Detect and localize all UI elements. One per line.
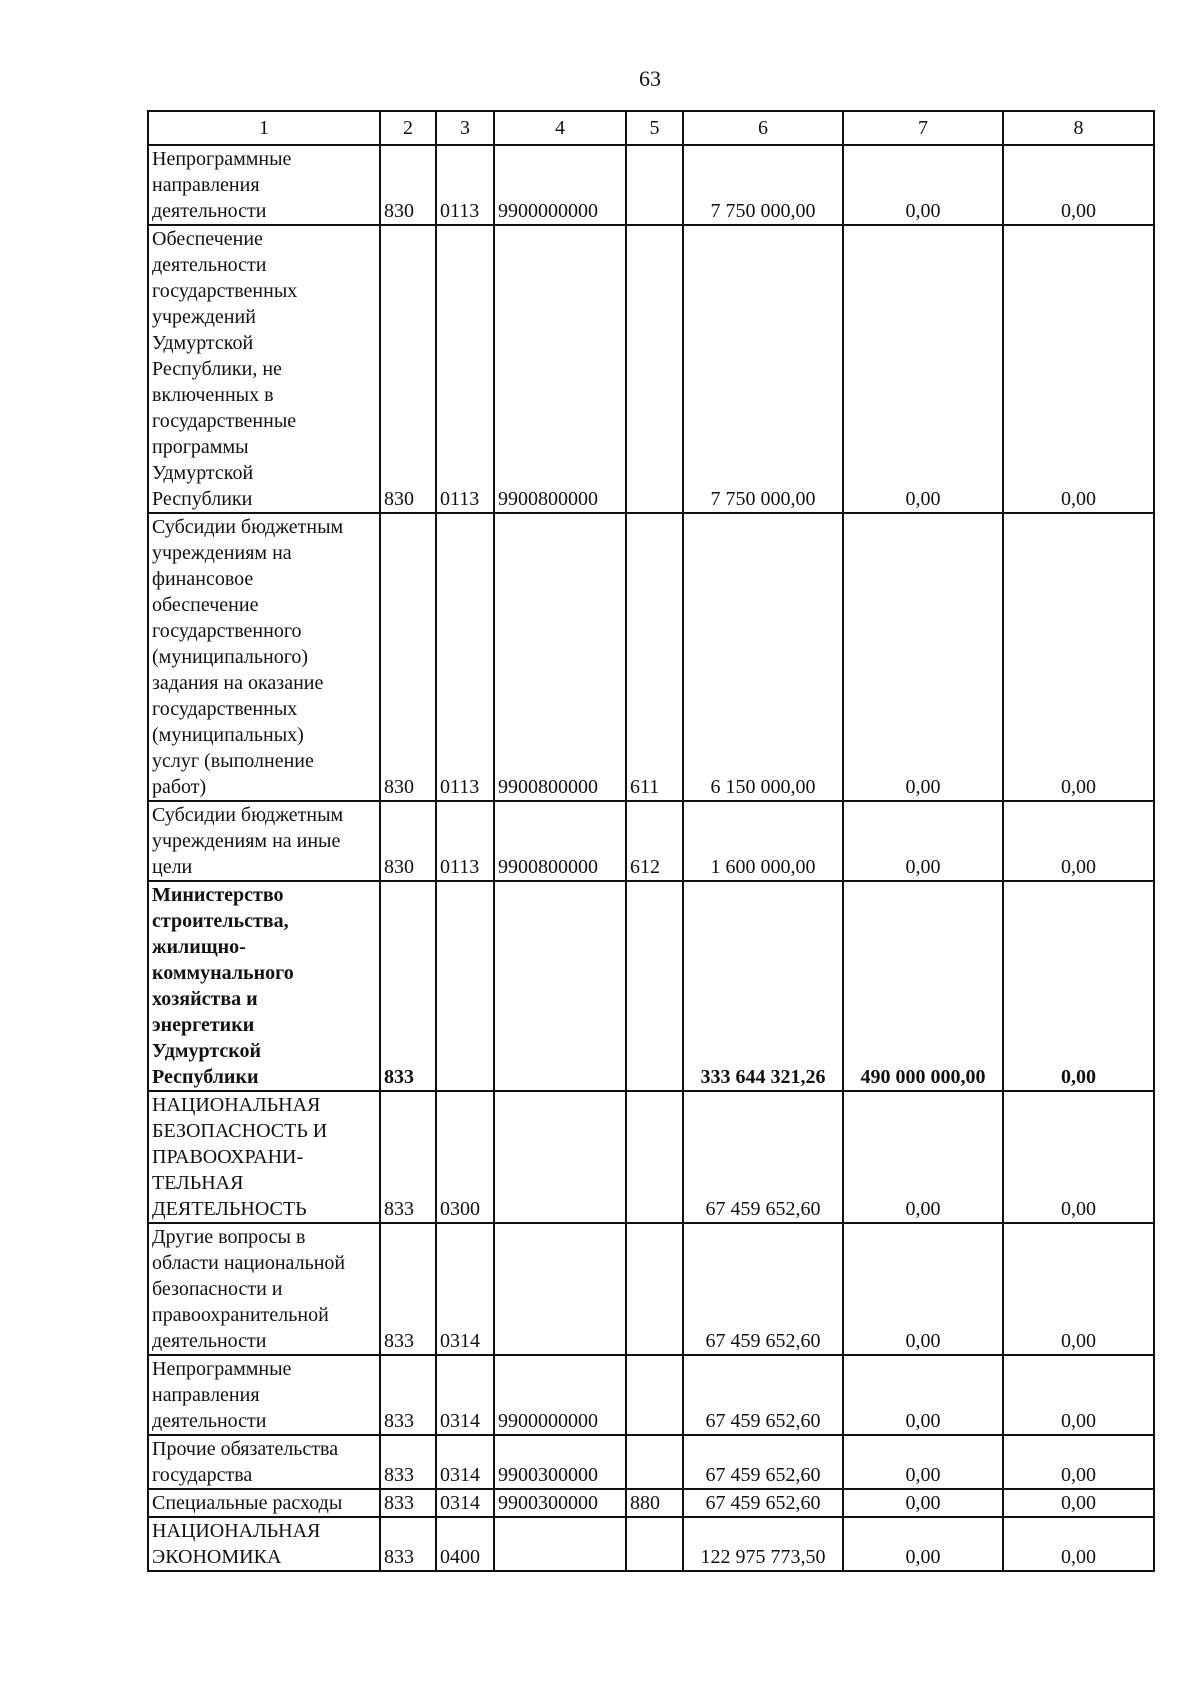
expense-type-cell xyxy=(626,225,683,513)
section-code-cell xyxy=(436,1489,494,1517)
amount-col7-text: 0,00 xyxy=(905,1198,941,1220)
row-name-text: НАЦИОНАЛЬНАЯ БЕЗОПАСНОСТЬ И ПРАВООХРАНИ- ТЕЛЬНАЯ ДЕЯТЕЛЬНОСТЬ xyxy=(152,1094,328,1220)
amount-col6-text: 122 975 773,50 xyxy=(700,1546,826,1568)
target-article-cell xyxy=(494,225,626,513)
row-name-text: Специальные расходы xyxy=(152,1492,343,1514)
amount-col7-text: 0,00 xyxy=(905,488,941,510)
target-article-cell xyxy=(494,1435,626,1489)
row-name-cell xyxy=(148,1517,380,1571)
ministry-code-cell xyxy=(380,1091,436,1223)
amount-col6-text: 7 750 000,00 xyxy=(710,488,816,510)
row-name-text: Другие вопросы в области национальной безопасности и правоохранительной деятельности xyxy=(152,1226,346,1352)
row-name-text: НАЦИОНАЛЬНАЯ ЭКОНОМИКА xyxy=(152,1520,321,1568)
amount-col8-cell xyxy=(1003,225,1154,513)
row-name-text: Субсидии бюджетным учреждениям на иные цели xyxy=(152,804,344,878)
amount-col8-text: 0,00 xyxy=(1061,1198,1096,1220)
table-row xyxy=(148,1091,1154,1223)
ministry-code-text: 833 xyxy=(384,1198,414,1220)
amount-col6-cell xyxy=(683,1489,843,1517)
target-article-text: 9900800000 xyxy=(498,488,598,510)
table-row xyxy=(148,1489,1154,1517)
column-header: 1 xyxy=(148,111,380,145)
amount-col6-cell xyxy=(683,513,843,801)
table-row xyxy=(148,1435,1154,1489)
amount-col8-text: 0,00 xyxy=(1061,776,1096,798)
amount-col8-cell xyxy=(1003,1435,1154,1489)
section-code-cell xyxy=(436,513,494,801)
amount-col6-cell xyxy=(683,1223,843,1355)
ministry-code-cell xyxy=(380,513,436,801)
amount-col8-cell xyxy=(1003,801,1154,881)
amount-col6-cell xyxy=(683,225,843,513)
amount-col7-cell xyxy=(843,145,1003,225)
amount-col8-cell xyxy=(1003,145,1154,225)
target-article-cell xyxy=(494,1223,626,1355)
amount-col8-text: 0,00 xyxy=(1061,1546,1096,1568)
amount-col8-cell xyxy=(1003,513,1154,801)
row-name-cell xyxy=(148,881,380,1091)
section-code-cell xyxy=(436,1223,494,1355)
amount-col6-text: 67 459 652,60 xyxy=(705,1492,821,1514)
row-name-cell xyxy=(148,513,380,801)
ministry-code-text: 833 xyxy=(384,1066,414,1088)
ministry-code-cell xyxy=(380,1489,436,1517)
amount-col7-cell xyxy=(843,1223,1003,1355)
amount-col7-cell xyxy=(843,1091,1003,1223)
row-name-cell xyxy=(148,801,380,881)
amount-col6-cell xyxy=(683,1091,843,1223)
amount-col7-cell xyxy=(843,1489,1003,1517)
column-header: 6 xyxy=(683,111,843,145)
expense-type-text: 880 xyxy=(630,1492,660,1514)
amount-col7-cell xyxy=(843,881,1003,1091)
amount-col6-text: 67 459 652,60 xyxy=(705,1464,821,1486)
amount-col8-text: 0,00 xyxy=(1061,200,1096,222)
target-article-cell xyxy=(494,1091,626,1223)
amount-col7-text: 0,00 xyxy=(905,1464,941,1486)
section-code-cell xyxy=(436,1517,494,1571)
amount-col7-cell xyxy=(843,1517,1003,1571)
table-row xyxy=(148,513,1154,801)
table-row xyxy=(148,881,1154,1091)
amount-col8-cell xyxy=(1003,1355,1154,1435)
amount-col8-cell xyxy=(1003,1517,1154,1571)
target-article-text: 9900800000 xyxy=(498,776,598,798)
target-article-text: 9900800000 xyxy=(498,856,598,878)
page-number: 63 xyxy=(639,66,661,91)
row-name-cell xyxy=(148,145,380,225)
section-code-text: 0314 xyxy=(440,1492,480,1514)
amount-col8-text: 0,00 xyxy=(1061,1410,1096,1432)
amount-col6-cell xyxy=(683,801,843,881)
section-code-text: 0113 xyxy=(440,856,480,878)
expense-type-cell xyxy=(626,1091,683,1223)
column-header: 3 xyxy=(436,111,494,145)
ministry-code-text: 833 xyxy=(384,1330,414,1352)
section-code-text: 0113 xyxy=(440,776,480,798)
section-code-text: 0300 xyxy=(440,1198,480,1220)
amount-col8-cell xyxy=(1003,1091,1154,1223)
amount-col8-text: 0,00 xyxy=(1061,1464,1096,1486)
target-article-cell xyxy=(494,881,626,1091)
amount-col7-cell xyxy=(843,801,1003,881)
expense-type-cell xyxy=(626,1355,683,1435)
ministry-code-cell xyxy=(380,801,436,881)
ministry-code-text: 833 xyxy=(384,1546,414,1568)
ministry-code-cell xyxy=(380,225,436,513)
expense-type-cell xyxy=(626,1489,683,1517)
target-article-cell xyxy=(494,1355,626,1435)
section-code-cell xyxy=(436,145,494,225)
section-code-text: 0113 xyxy=(440,200,480,222)
table-row xyxy=(148,145,1154,225)
header-row xyxy=(148,111,1154,145)
section-code-text: 0314 xyxy=(440,1464,480,1486)
row-name-cell xyxy=(148,1091,380,1223)
amount-col6-cell xyxy=(683,1517,843,1571)
amount-col7-cell xyxy=(843,225,1003,513)
amount-col8-text: 0,00 xyxy=(1061,1492,1096,1514)
section-code-text: 0314 xyxy=(440,1410,480,1432)
amount-col8-text: 0,00 xyxy=(1061,1066,1096,1088)
column-header: 4 xyxy=(494,111,626,145)
table-row xyxy=(148,225,1154,513)
ministry-code-cell xyxy=(380,1435,436,1489)
budget-table xyxy=(147,110,1155,1572)
table-row xyxy=(148,801,1154,881)
table-row xyxy=(148,1517,1154,1571)
section-code-cell xyxy=(436,1355,494,1435)
section-code-text: 0400 xyxy=(440,1546,480,1568)
row-name-cell xyxy=(148,225,380,513)
expense-type-cell xyxy=(626,1223,683,1355)
target-article-text: 9900000000 xyxy=(498,200,598,222)
amount-col8-cell xyxy=(1003,881,1154,1091)
amount-col7-text: 490 000 000,00 xyxy=(860,1066,986,1088)
amount-col6-text: 67 459 652,60 xyxy=(705,1198,821,1220)
ministry-code-cell xyxy=(380,1223,436,1355)
amount-col7-cell xyxy=(843,1355,1003,1435)
section-code-text: 0314 xyxy=(440,1330,480,1352)
amount-col6-text: 1 600 000,00 xyxy=(710,856,816,878)
row-name-cell xyxy=(148,1435,380,1489)
expense-type-cell xyxy=(626,513,683,801)
amount-col8-text: 0,00 xyxy=(1061,856,1096,878)
ministry-code-text: 833 xyxy=(384,1410,414,1432)
expense-type-cell xyxy=(626,801,683,881)
table-row xyxy=(148,1355,1154,1435)
target-article-text: 9900300000 xyxy=(498,1464,598,1486)
ministry-code-cell xyxy=(380,881,436,1091)
expense-type-cell xyxy=(626,881,683,1091)
target-article-cell xyxy=(494,801,626,881)
row-name-cell xyxy=(148,1223,380,1355)
target-article-text: 9900000000 xyxy=(498,1410,598,1432)
section-code-cell xyxy=(436,1435,494,1489)
target-article-cell xyxy=(494,145,626,225)
amount-col7-text: 0,00 xyxy=(905,1410,941,1432)
section-code-text: 0113 xyxy=(440,488,480,510)
row-name-cell xyxy=(148,1355,380,1435)
expense-type-cell xyxy=(626,1517,683,1571)
amount-col7-text: 0,00 xyxy=(905,1330,941,1352)
amount-col7-cell xyxy=(843,513,1003,801)
expense-type-text: 611 xyxy=(630,776,660,798)
amount-col8-cell xyxy=(1003,1223,1154,1355)
target-article-cell xyxy=(494,513,626,801)
amount-col7-text: 0,00 xyxy=(905,200,941,222)
amount-col7-text: 0,00 xyxy=(905,1546,941,1568)
ministry-code-text: 830 xyxy=(384,200,414,222)
amount-col6-cell xyxy=(683,1435,843,1489)
amount-col7-cell xyxy=(843,1435,1003,1489)
amount-col8-text: 0,00 xyxy=(1061,488,1096,510)
table-row xyxy=(148,1223,1154,1355)
amount-col7-text: 0,00 xyxy=(905,1492,941,1514)
ministry-code-text: 830 xyxy=(384,488,414,510)
ministry-code-text: 830 xyxy=(384,856,414,878)
row-name-text: Непрограммные направления деятельности xyxy=(152,148,292,222)
ministry-code-text: 833 xyxy=(384,1464,414,1486)
column-header: 7 xyxy=(843,111,1003,145)
expense-type-text: 612 xyxy=(630,856,660,878)
amount-col6-text: 67 459 652,60 xyxy=(705,1330,821,1352)
row-name-cell xyxy=(148,1489,380,1517)
amount-col6-text: 333 644 321,26 xyxy=(700,1066,826,1088)
amount-col8-cell xyxy=(1003,1489,1154,1517)
amount-col8-text: 0,00 xyxy=(1061,1330,1096,1352)
row-name-text: Непрограммные направления деятельности xyxy=(152,1358,292,1432)
amount-col6-text: 6 150 000,00 xyxy=(710,776,816,798)
ministry-code-cell xyxy=(380,1517,436,1571)
section-code-cell xyxy=(436,1091,494,1223)
ministry-code-text: 830 xyxy=(384,776,414,798)
row-name-text: Прочие обязательства государства xyxy=(152,1438,339,1486)
amount-col7-text: 0,00 xyxy=(905,776,941,798)
amount-col6-cell xyxy=(683,145,843,225)
amount-col6-cell xyxy=(683,1355,843,1435)
amount-col7-text: 0,00 xyxy=(905,856,941,878)
table-body xyxy=(148,145,1154,1571)
amount-col6-text: 67 459 652,60 xyxy=(705,1410,821,1432)
row-name-text: Обеспечение деятельности государственных учреждений Удмуртской Республики, не включенных в государственные программы Удмуртской Республики xyxy=(152,228,298,510)
target-article-cell xyxy=(494,1517,626,1571)
amount-col6-text: 7 750 000,00 xyxy=(710,200,816,222)
column-header: 8 xyxy=(1003,111,1154,145)
section-code-cell xyxy=(436,801,494,881)
ministry-code-cell xyxy=(380,145,436,225)
ministry-code-cell xyxy=(380,1355,436,1435)
column-header: 2 xyxy=(380,111,436,145)
section-code-cell xyxy=(436,225,494,513)
ministry-code-text: 833 xyxy=(384,1492,414,1514)
expense-type-cell xyxy=(626,1435,683,1489)
row-name-text: Министерство строительства, жилищно- коммунального хозяйства и энергетики Удмуртской Республики xyxy=(152,884,294,1088)
column-header: 5 xyxy=(626,111,683,145)
amount-col6-cell xyxy=(683,881,843,1091)
target-article-cell xyxy=(494,1489,626,1517)
target-article-text: 9900300000 xyxy=(498,1492,598,1514)
expense-type-cell xyxy=(626,145,683,225)
row-name-text: Субсидии бюджетным учреждениям на финансовое обеспечение государственного (муниципального) задания на оказание государственных (муниципальных) услуг (выполнение работ) xyxy=(152,516,344,798)
section-code-cell xyxy=(436,881,494,1091)
